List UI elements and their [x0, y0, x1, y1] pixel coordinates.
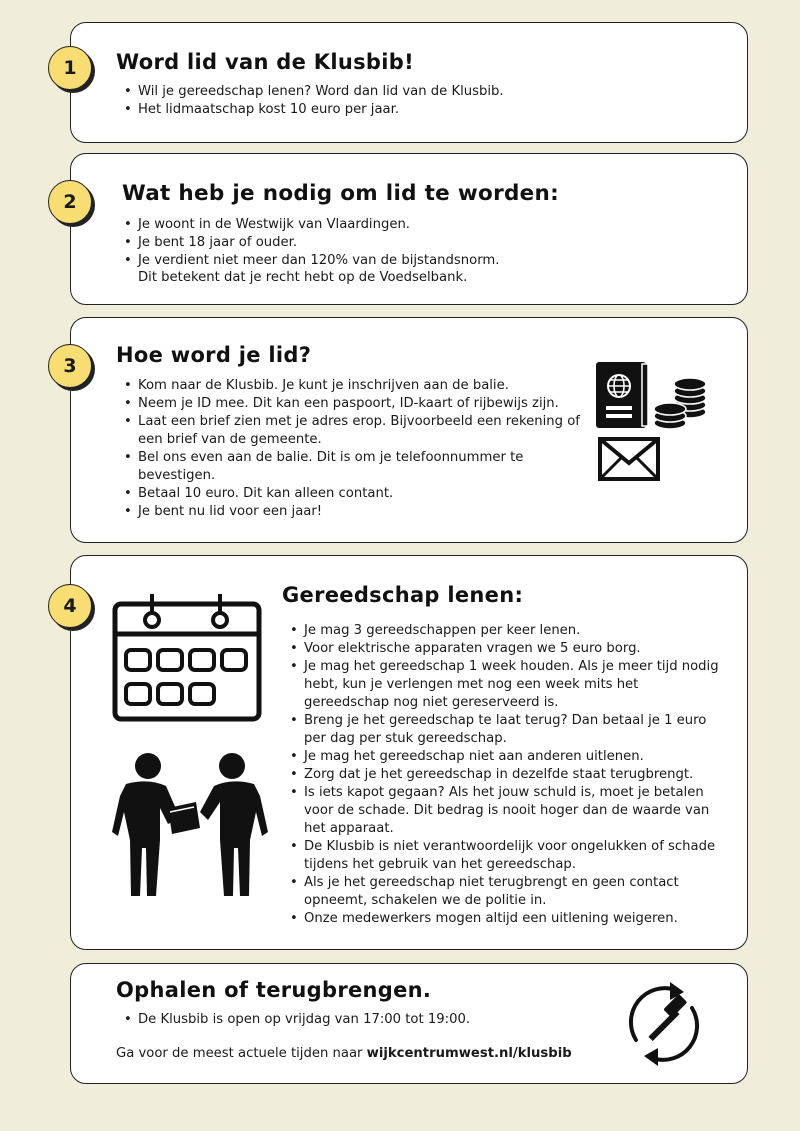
- list-item: • Je mag 3 gereedschappen per keer lenen.: [288, 622, 723, 640]
- list-item: • Je mag het gereedschap niet aan anderen uitlenen.: [288, 748, 723, 766]
- list-item: • Breng je het gereedschap te laat terug? Dan betaal je 1 euro per dag per stuk gereedschap.: [288, 712, 723, 748]
- list-item: • Het lidmaatschap kost 10 euro per jaar.: [122, 101, 682, 119]
- list-item: • Bel ons even aan de balie. Dit is om je telefoonnummer te bevestigen.: [122, 449, 584, 485]
- pickup-note: [116, 1046, 572, 1061]
- step-1-badge: 1: [48, 46, 92, 90]
- list-item: • Je verdient niet meer dan 120% van de bijstandsnorm.: [122, 252, 702, 270]
- list-item: • Je bent 18 jaar of ouder.: [122, 234, 702, 252]
- people-handover-icon: [116, 752, 264, 898]
- step-3-list: [122, 377, 584, 521]
- list-item: • Als je het gereedschap niet terugbrengt en geen contact opneemt, schakelen we de politie in.: [288, 874, 723, 910]
- list-item: • Je bent nu lid voor een jaar!: [122, 503, 584, 521]
- pickup-note-text: Ga voor de meest actuele tijden naar: [116, 1046, 367, 1061]
- step-2-badge: 2: [48, 180, 92, 224]
- step-3-title: Hoe word je lid?: [116, 343, 312, 367]
- list-item: • Kom naar de Klusbib. Je kunt je inschrijven aan de balie.: [122, 377, 584, 395]
- step-2-list: [122, 216, 702, 270]
- coins-icon: [654, 378, 708, 430]
- list-item: • Voor elektrische apparaten vragen we 5 euro borg.: [288, 640, 723, 658]
- list-item: • De Klusbib is niet verantwoordelijk voor ongelukken of schade tijdens het gebruik van het gereedschap.: [288, 838, 723, 874]
- pickup-list: [122, 1011, 602, 1029]
- list-item: • Betaal 10 euro. Dit kan alleen contant.: [122, 485, 584, 503]
- step-4-list: [288, 622, 723, 928]
- calendar-icon: [112, 594, 262, 722]
- step-2-continuation: Dit betekent dat je recht hebt op de Voedselbank.: [138, 270, 468, 285]
- list-item: • Neem je ID mee. Dit kan een paspoort, ID-kaart of rijbewijs zijn.: [122, 395, 584, 413]
- list-item: • Zorg dat je het gereedschap in dezelfde staat terugbrengt.: [288, 766, 723, 784]
- step-1-list: [122, 83, 682, 119]
- list-item: • De Klusbib is open op vrijdag van 17:00 tot 19:00.: [122, 1011, 602, 1029]
- step-1-title: Word lid van de Klusbib!: [116, 50, 414, 74]
- step-4-title: Gereedschap lenen:: [282, 583, 524, 607]
- list-item: • Je woont in de Westwijk van Vlaardingen.: [122, 216, 702, 234]
- step-2-title: Wat heb je nodig om lid te worden:: [122, 181, 560, 206]
- cycle-hammer-icon: [624, 982, 704, 1066]
- list-item: • Je mag het gereedschap 1 week houden. Als je meer tijd nodig hebt, kun je verlengen met nog een week mits het gereedschap nog niet gereserveerd is.: [288, 658, 723, 712]
- step-3-badge: 3: [48, 344, 92, 388]
- list-item: • Onze medewerkers mogen altijd een uitlening weigeren.: [288, 910, 723, 928]
- step-4-badge: 4: [48, 584, 92, 628]
- pickup-title: Ophalen of terugbrengen.: [116, 978, 432, 1002]
- list-item: • Wil je gereedschap lenen? Word dan lid van de Klusbib.: [122, 83, 682, 101]
- list-item: • Laat een brief zien met je adres erop. Bijvoorbeeld een rekening of een brief van de gemeente.: [122, 413, 584, 449]
- pickup-link[interactable]: wijkcentrumwest.nl/klusbib: [366, 1046, 572, 1061]
- list-item: • Is iets kapot gegaan? Als het jouw schuld is, moet je betalen voor de schade. Dit bedrag is nooit hoger dan de waarde van het apparaat.: [288, 784, 723, 838]
- envelope-icon: [598, 437, 660, 481]
- passport-icon: [596, 362, 652, 430]
